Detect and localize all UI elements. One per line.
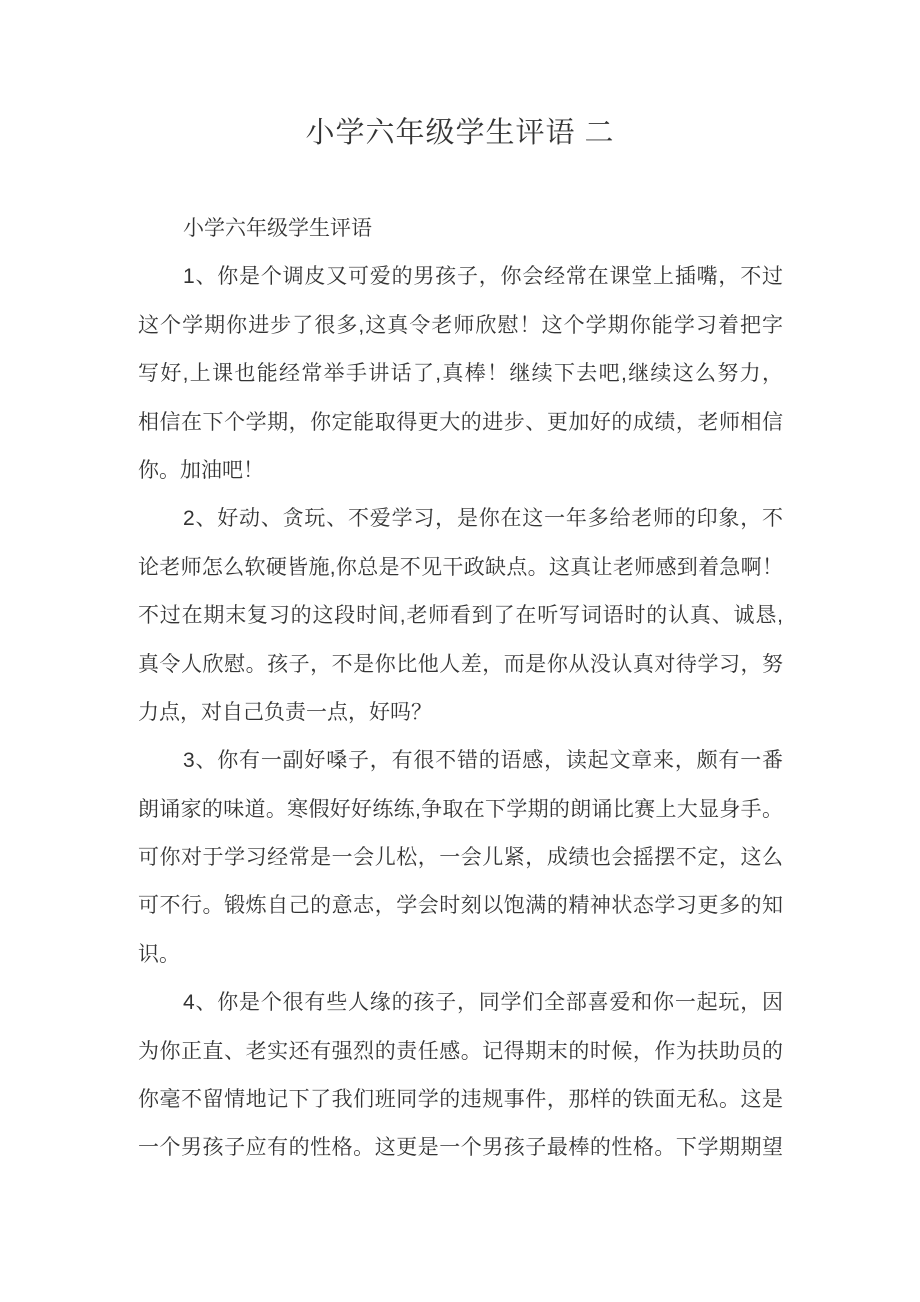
text-line: 你。加油吧！	[138, 458, 264, 482]
text-line: 4、你是个很有些人缘的孩子，同学们全部喜爱和你一起玩，因	[183, 991, 783, 1015]
document-subtitle: 小学六年级学生评语	[183, 217, 372, 240]
text-line: 识。	[138, 942, 180, 966]
text-line: 可你对于学习经常是一会儿松，一会儿紧，成绩也会摇摆不定，这么	[138, 846, 783, 870]
text-line: 不过在期末复习的这段时间,老师看到了在听写词语时的认真、诚恳,	[138, 604, 783, 628]
text-line: 3、你有一副好嗓子，有很不错的语感，读起文章来，颇有一番	[183, 749, 783, 773]
text-line: 2、好动、贪玩、不爱学习，是你在这一年多给老师的印象，不	[183, 507, 783, 531]
document-body	[0, 152, 920, 1173]
text-line: 力点，对自己负责一点，好吗？	[138, 700, 432, 724]
text-line: 1、你是个调皮又可爱的男孩子，你会经常在课堂上插嘴，不过	[183, 265, 783, 289]
paragraph-2	[138, 495, 783, 737]
text-line: 论老师怎么软硬皆施,你总是不见干政缺点。这真让老师感到着急啊！	[138, 555, 783, 579]
text-line: 为你正直、老实还有强烈的责任感。记得期末的时候，作为扶助员的	[138, 1039, 783, 1063]
text-line: 你毫不留情地记下了我们班同学的违规事件，那样的铁面无私。这是	[138, 1088, 783, 1112]
text-line: 相信在下个学期，你定能取得更大的进步、更加好的成绩，老师相信	[138, 410, 783, 434]
text-line: 一个男孩子应有的性格。这更是一个男孩子最棒的性格。下学期期望	[138, 1136, 783, 1160]
text-line: 真令人欣慰。孩子，不是你比他人差，而是你从没认真对待学习，努	[138, 652, 783, 676]
text-line: 可不行。锻炼自己的意志，学会时刻以饱满的精神状态学习更多的知	[138, 894, 783, 918]
text-line: 写好,上课也能经常举手讲话了,真棒！继续下去吧,继续这么努力，	[138, 362, 783, 386]
paragraph-3	[138, 737, 783, 979]
paragraph-4	[138, 979, 783, 1173]
paragraph-1	[138, 253, 783, 495]
page-title: 小学六年级学生评语 二	[305, 117, 615, 149]
text-line: 这个学期你进步了很多,这真令老师欣慰！这个学期你能学习着把字	[138, 313, 783, 337]
text-line: 朗诵家的味道。寒假好好练练,争取在下学期的朗诵比赛上大显身手。	[138, 797, 783, 821]
